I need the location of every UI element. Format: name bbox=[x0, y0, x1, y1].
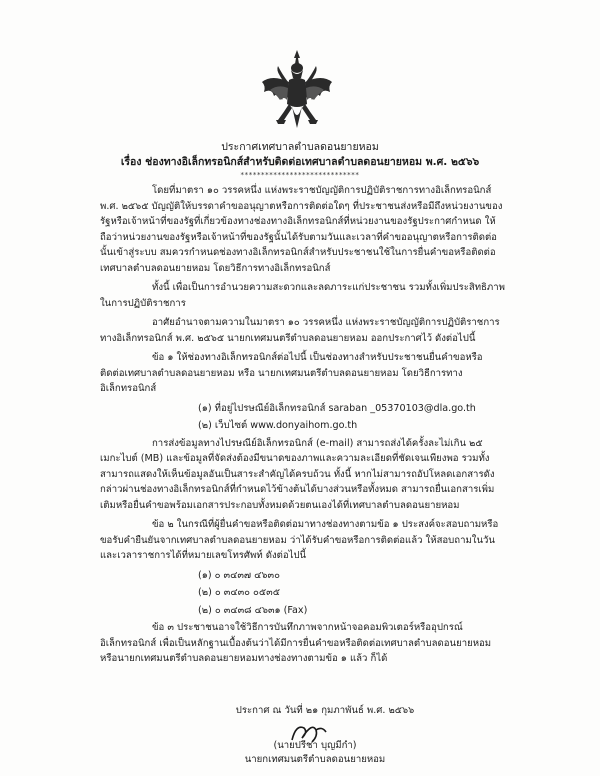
channel-website: (๒) เว็บไซต์ www.donyaihom.go.th bbox=[198, 420, 358, 431]
paragraph-authority: อาศัยอำนาจตามความในมาตรา ๑๐ วรรคหนึ่ง แห่งพระราชบัญญัติการปฏิบัติราชการทางอิเล็กทรอนิกส์ พ.ศ. ๒๕๖๕ นายกเทศมนตรีตำบลดอนยายหอม ออกประกาศไว้ ดังต่อไปนี้ bbox=[100, 317, 500, 344]
phone-item: (๑) ๐ ๓๔๓๗ ๔๖๓๐ bbox=[198, 569, 280, 581]
phone-item: (๒) ๐ ๓๔๓๘ ๔๖๓๑ (Fax) bbox=[198, 604, 308, 616]
garuda-emblem-icon bbox=[258, 48, 336, 132]
paragraph-clause-1: ข้อ ๑ ให้ช่องทางอิเล็กทรอนิกส์ต่อไปนี้ เป็นช่องทางสำหรับประชาชนยื่นคำขอหรือติดต่อเทศบาลตำบลดอนยายหอม หรือ นายกเทศมนตรีตำบลดอนยายหอม โดยวิธีการทางอิเล็กทรอนิกส์ bbox=[100, 352, 483, 394]
announcement-body bbox=[100, 183, 505, 671]
signer-position: นายกเทศมนตรีตำบลดอนยายหอม bbox=[244, 754, 386, 765]
signer-name: (นายปรีชา บุญมีกำ) bbox=[273, 740, 357, 751]
paragraph-clause-2: ข้อ ๒ ในกรณีที่ผู้ยื่นคำขอหรือติดต่อมาทางช่องทางตามข้อ ๑ ประสงค์จะสอบถามหรือขอรับคำยืนยันจากเทศบาลตำบลดอนยายหอม ว่าได้รับคำขอหรือการติดต่อแล้ว ให้สอบถามในวันและเวลาราชการได้ที่หมายเลขโทรศัพท์ ดังต่อไปนี้ bbox=[100, 519, 499, 561]
announcement-title: ประกาศเทศบาลตำบลดอนยายหอม bbox=[221, 141, 379, 153]
paragraph-purpose: ทั้งนี้ เพื่อเป็นการอำนวยความสะดวกและลดภาระแก่ประชาชน รวมทั้งเพิ่มประสิทธิภาพในการปฏิบัติราชการ bbox=[100, 282, 505, 309]
phone-item: (๒) ๐ ๓๔๓๐ ๐๕๓๕ bbox=[198, 587, 280, 598]
paragraph-preamble: โดยที่มาตรา ๑๐ วรรคหนึ่ง แห่งพระราชบัญญัติการปฏิบัติราชการทางอิเล็กทรอนิกส์ พ.ศ. ๒๕๖๕ บัญญัติให้บรรดาคำขออนุญาตหรือการติดต่อใดๆ ที่ประชาชนส่งหรือมีถึงหน่วยงานของรัฐหรือเจ้าหน้าที่ของรัฐที่เกี่ยวข้องทางช่องทางอิเล็กทรอนิกส์ที่หน่วยงานของรัฐประกาศกำหนด ให้ถือว่าหน่วยงานของรัฐหรือเจ้าหน้าที่ของรัฐนั้นได้รับตามวันและเวลาที่คำขออนุญาตหรือการติดต่อนั้นเข้าสู่ระบบ สมควรกำหนดช่องทางอิเล็กทรอนิกส์สำหรับประชาชนใช้ในการยื่นคำขอหรือติดต่อเทศบาลตำบลดอนยายหอม โดยวิธีการทางอิเล็กทรอนิกส์ bbox=[100, 185, 503, 274]
channel-email: (๑) ที่อยู่ไปรษณีย์อิเล็กทรอนิกส์ saraban _05370103@dla.go.th bbox=[198, 402, 476, 414]
title-separator: ***************************** bbox=[240, 171, 360, 179]
paragraph-clause-3: ข้อ ๓ ประชาชนอาจใช้วิธีการบันทึกภาพจากหน้าจอคอมพิวเตอร์หรืออุปกรณ์อิเล็กทรอนิกส์ เพื่อเป็นหลักฐานเบื้องต้นว่าได้มีการยื่นคำขอหรือติดต่อเทศบาลตำบลดอนยายหอม หรือนายกเทศมนตรีตำบลดอนยายหอมทางช่องทางตามข้อ ๑ แล้ว ก็ได้ bbox=[100, 622, 492, 664]
paragraph-attachment: การส่งข้อมูลทางไปรษณีย์อิเล็กทรอนิกส์ (e-mail) สามารถส่งได้ครั้งละไม่เกิน ๒๕ เมกะไบต์ (MB) และข้อมูลที่จัดส่งต้องมีขนาดของภาพและความละเอียดที่ชัดเจนเพียงพอ รวมทั้งสามารถแสดงให้เห็นข้อมูลอันเป็นสาระสำคัญได้ครบถ้วน ทั้งนี้ หากไม่สามารถอัปโหลดเอกสารดังกล่าวผ่านช่องทางอิเล็กทรอนิกส์ที่กำหนดไว้ข้างต้นได้บางส่วนหรือทั้งหมด สามารถยื่นเอกสารเพิ่มเติมหรือยื่นคำขอพร้อมเอกสารประกอบทั้งหมดด้วยตนเองได้ที่เทศบาลตำบลดอนยายหอม bbox=[100, 437, 495, 511]
announce-date: ประกาศ ณ วันที่ ๒๑ กุมภาพันธ์ พ.ศ. ๒๕๖๖ bbox=[235, 705, 415, 716]
announcement-subject: เรื่อง ช่องทางอิเล็กทรอนิกส์สำหรับติดต่อเทศบาลตำบลดอนยายหอม พ.ศ. ๒๕๖๖ bbox=[120, 156, 480, 168]
